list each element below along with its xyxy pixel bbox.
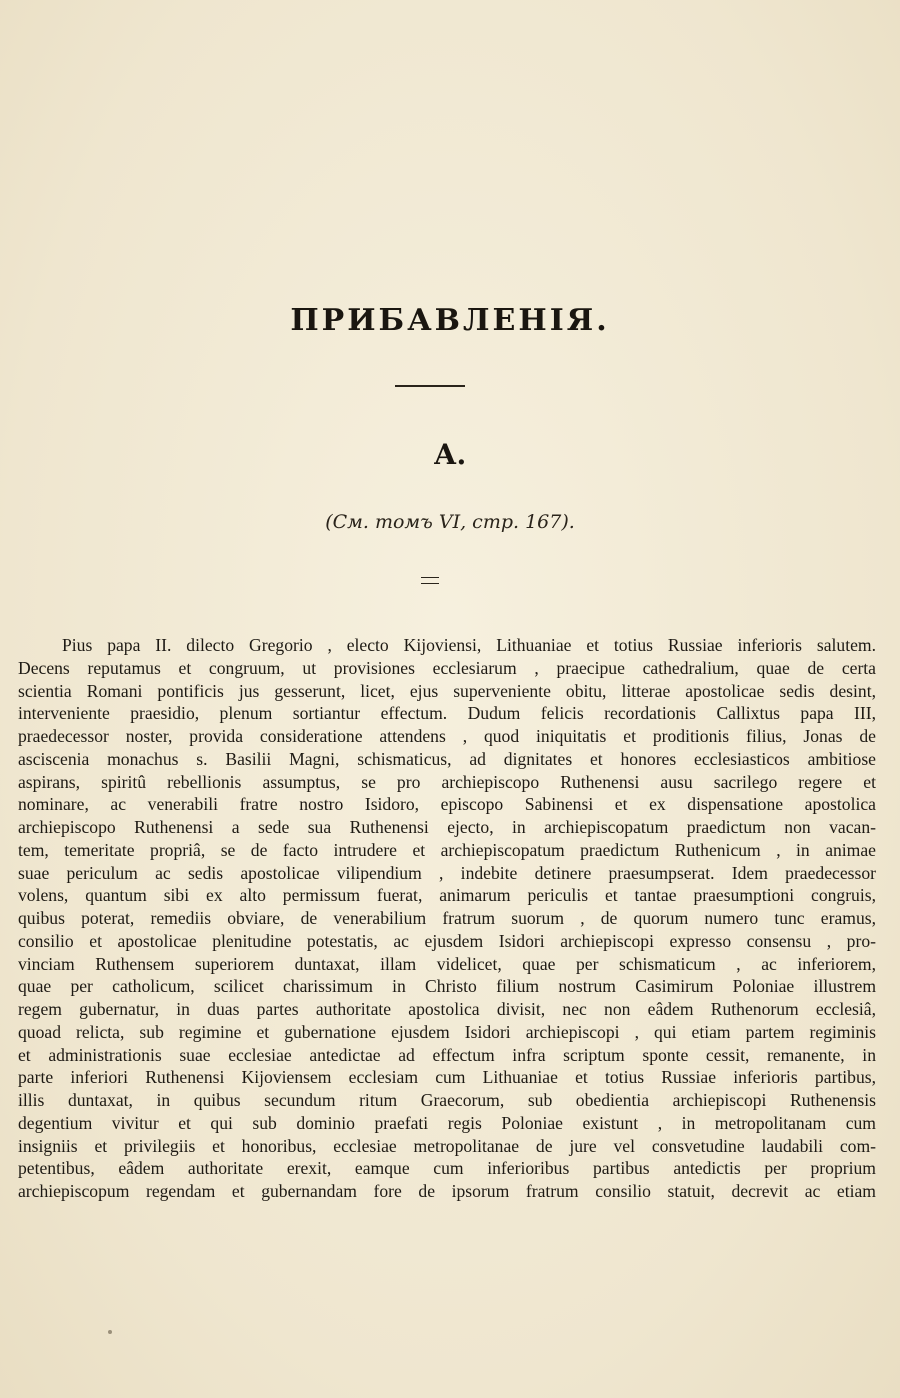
text-line: archiepiscopum regendam et gubernandam fore de ipsorum fratrum consilio statuit, decrevit ac etiam bbox=[18, 1181, 876, 1201]
text-line: nominare, ac venerabili fratre nostro Isidoro, episcopo Sabinensi et ex dispensatione apostolica bbox=[18, 794, 876, 815]
text-line: quibus poterat, remediis obviare, de venerabilium fratrum suorum , de quorum numero tunc eramus, bbox=[18, 908, 876, 928]
text-line: quae per catholicum, scilicet charissimum in Christo filium nostrum Casimirum Poloniae illustrem bbox=[18, 976, 876, 997]
text-line: scientia Romani pontificis jus gesserunt, licet, ejus superveniente obitu, litterae apostolicae sedis desint, bbox=[18, 680, 876, 701]
text-line: et administrationis suae ecclesiae antedictae ad effectum infra scriptum sponte cessit, remanente, in bbox=[18, 1044, 876, 1065]
text-line: illis duntaxat, in quibus secundum ritum Graecorum, sub obedientia archiepiscopi Ruthenensis bbox=[18, 1090, 876, 1110]
page-title: ПРИБАВЛЕНІЯ. bbox=[290, 303, 610, 338]
text-line: regem gubernatur, in duas partes authoritate apostolica divisit, nec non eâdem Ruthenorum ecclesiâ, bbox=[18, 999, 876, 1019]
text-line: insigniis et privilegiis et honoribus, ecclesiae metropolitanae de jure vel consvetudine laudabili com- bbox=[18, 1135, 876, 1156]
text-line: Decens reputamus et congruum, ut provisiones ecclesiarum , praecipue cathedralium, quae de certa bbox=[18, 657, 876, 678]
text-line: volens, quantum sibi ex alto permissum fuerat, animarum periculis et tantae praesumptioni congruis, bbox=[18, 885, 876, 906]
text-line: quoad relicta, sub regimine et gubernatione ejusdem Isidori archiepiscopi , qui etiam partem regiminis bbox=[18, 1021, 876, 1042]
text-line: archiepiscopo Ruthenensi a sede sua Ruthenensi ejecto, in archiepiscopatum praedictum non vacan- bbox=[18, 817, 876, 837]
text-line: petentibus, eâdem authoritate erexit, eamque cum inferioribus partibus antedictis per proprium bbox=[18, 1158, 876, 1179]
text-line: praedecessor noster, provida consideratione attendens , quod iniquitatis et proditionis filius, Jonas de bbox=[18, 726, 876, 746]
text-line: parte inferiori Ruthenensi Kijoviensem ecclesiam cum Lithuaniae et totius Russiae inferioris partibus, bbox=[18, 1067, 876, 1088]
text-line: tem, temeritate propriâ, se de facto intrudere et archiepiscopatum praedictum Ruthenicum , in animae bbox=[18, 839, 876, 860]
volume-reference: (См. томъ VI, стр. 167). bbox=[325, 511, 575, 533]
paper-speck bbox=[108, 1330, 112, 1334]
text-line: interveniente praesidio, plenum sortiantur effectum. Dudum felicis recordationis Callixtus papa III, bbox=[18, 703, 876, 724]
section-letter: А. bbox=[433, 438, 467, 471]
text-line: aspirans, spiritû rebellionis assumptus, se pro archiepiscopo Ruthenensi ausu sacrilego regere et bbox=[18, 771, 876, 792]
double-rule-divider bbox=[421, 577, 439, 584]
text-line: asciscenia monachus s. Basilii Magni, schismaticus, ad dignitates et honores ecclesiasticos ambitiose bbox=[18, 748, 876, 769]
body-text bbox=[18, 634, 876, 1203]
text-line: degentium vivitur et qui sub dominio praefati regis Poloniae existunt , in metropolitanam cum bbox=[18, 1112, 876, 1133]
text-line: suae periculum ac sedis apostolicae vilipendium , indebite detinere praesumpserat. Idem praedecessor bbox=[18, 862, 876, 883]
title-divider bbox=[395, 385, 465, 387]
text-line: Pius papa II. dilecto Gregorio , electo Kijoviensi, Lithuaniae et totius Russiae inferioris salutem. bbox=[62, 635, 876, 655]
text-line: vinciam Ruthensem superiorem duntaxat, illam videlicet, quae per schismaticum , ac inferiorem, bbox=[18, 953, 876, 974]
text-line: consilio et apostolicae plenitudine potestatis, ac ejusdem Isidori archiepiscopi expresso consensu , pro- bbox=[18, 930, 876, 951]
